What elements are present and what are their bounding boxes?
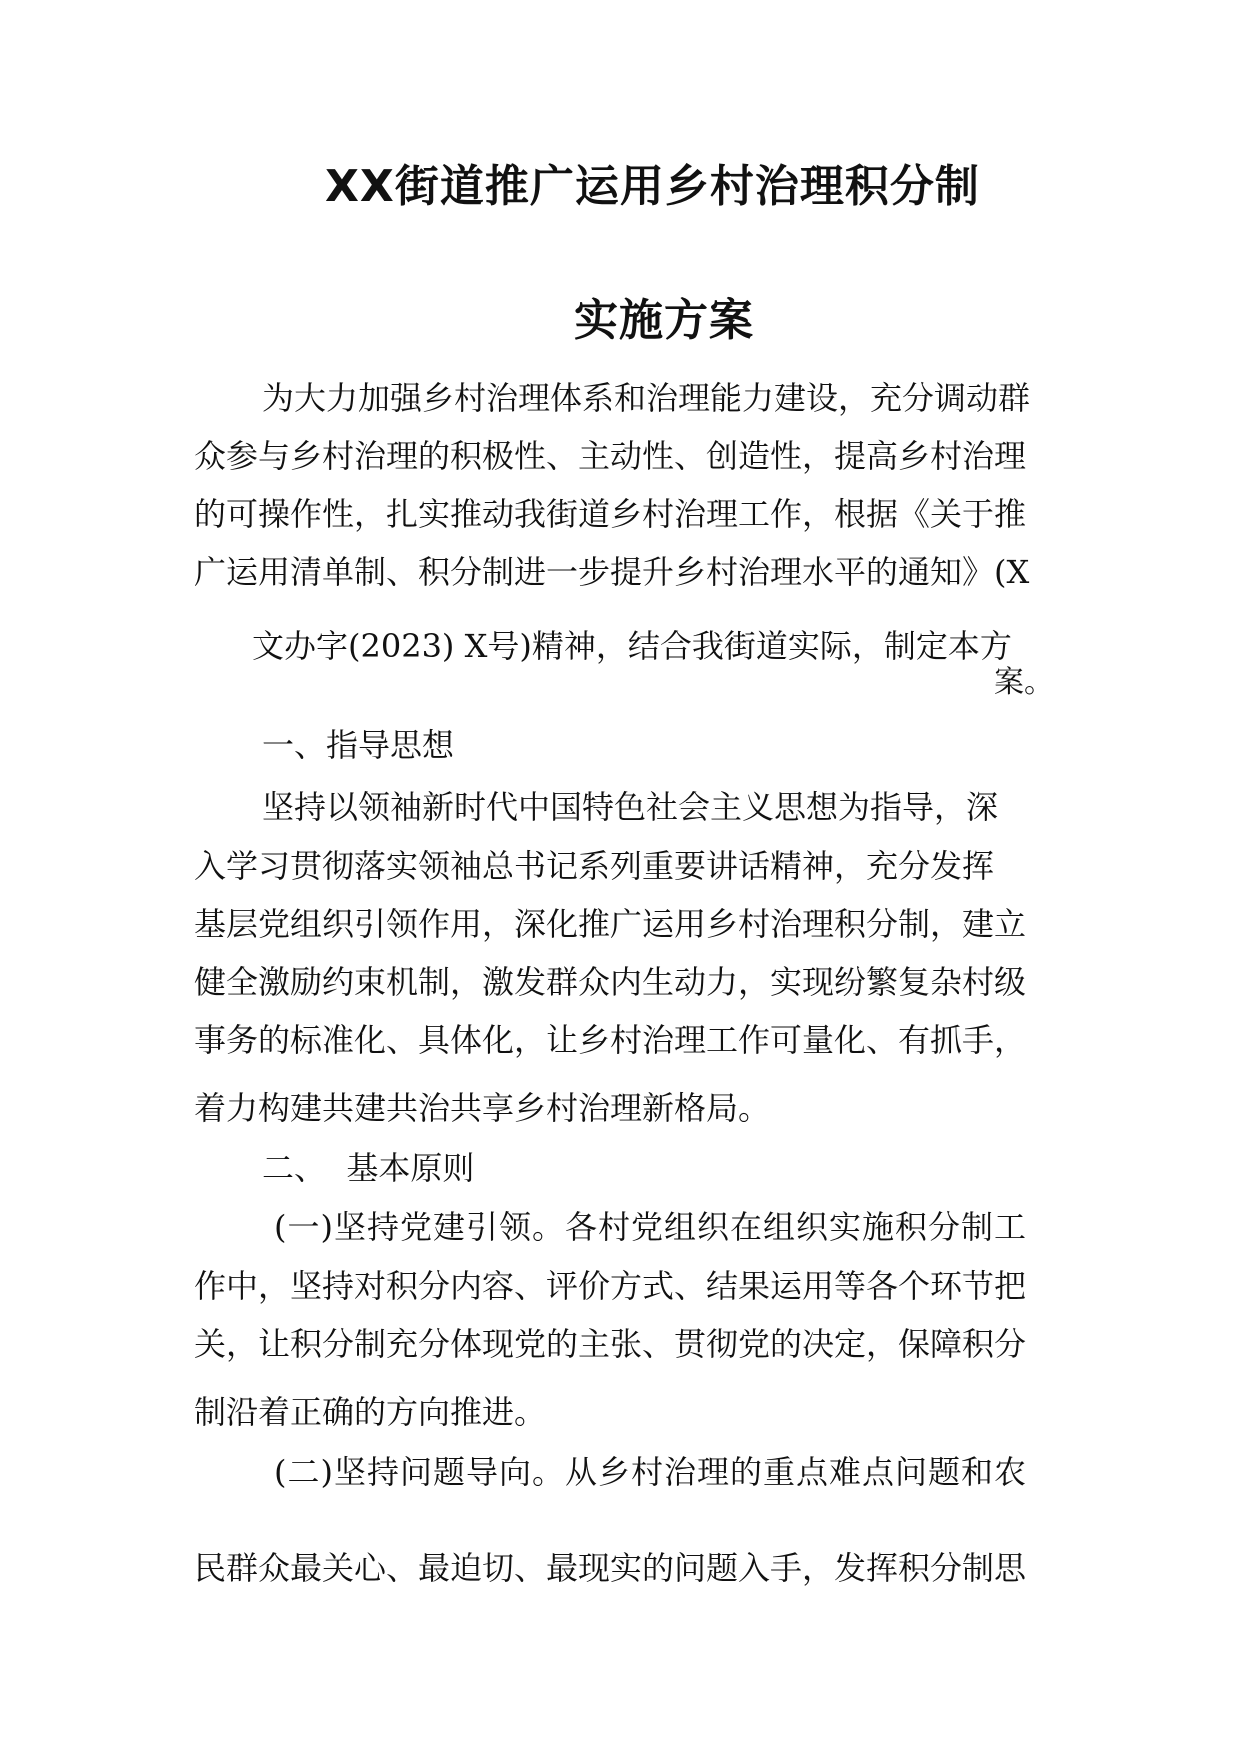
- section-1-line: 健全激励约束机制，激发群众内生动力，实现纷繁复杂村级: [194, 963, 1027, 1001]
- section-heading-1: 一、指导思想: [262, 726, 455, 764]
- section-1-line: 入学习贯彻落实领袖总书记系列重要讲话精神，充分发挥: [194, 847, 995, 885]
- section-1-line: 坚持以领袖新时代中国特色社会主义思想为指导，深: [262, 788, 999, 826]
- principle-2-line: 民群众最关心、最迫切、最现实的问题入手，发挥积分制思: [194, 1549, 1027, 1587]
- intro-line: 案。: [994, 665, 1054, 700]
- intro-line: 的可操作性，扎实推动我街道乡村治理工作，根据《关于推: [194, 495, 1027, 533]
- principle-1-line: 作中，坚持对积分内容、评价方式、结果运用等各个环节把: [194, 1267, 1027, 1305]
- section-1-line: 着力构建共建共治共享乡村治理新格局。: [194, 1089, 771, 1127]
- intro-line: 文办字(2023) X号)精神，结合我街道实际，制定本方: [252, 627, 1012, 665]
- principle-1-line: 制沿着正确的方向推进。: [194, 1393, 547, 1431]
- principle-1-line: 关，让积分制充分体现党的主张、贯彻党的决定，保障积分: [194, 1325, 1027, 1363]
- principle-2-line: (二)坚持问题导向。从乡村治理的重点难点问题和农: [274, 1453, 1027, 1491]
- principle-1-line: (一)坚持党建引领。各村党组织在组织实施积分制工: [274, 1208, 1027, 1246]
- document-title-line-1: XX街道推广运用乡村治理积分制: [325, 161, 980, 212]
- section-heading-2: 二、 基本原则: [262, 1149, 475, 1187]
- intro-line: 广运用清单制、积分制进一步提升乡村治理水平的通知》(X: [194, 553, 1030, 591]
- intro-line: 众参与乡村治理的积极性、主动性、创造性，提高乡村治理: [194, 437, 1027, 475]
- document-title-line-2: 实施方案: [574, 295, 754, 346]
- section-1-line: 基层党组织引领作用，深化推广运用乡村治理积分制，建立: [194, 905, 1027, 943]
- section-1-line: 事务的标准化、具体化，让乡村治理工作可量化、有抓手，: [194, 1021, 1027, 1059]
- intro-line: 为大力加强乡村治理体系和治理能力建设，充分调动群: [262, 379, 1031, 417]
